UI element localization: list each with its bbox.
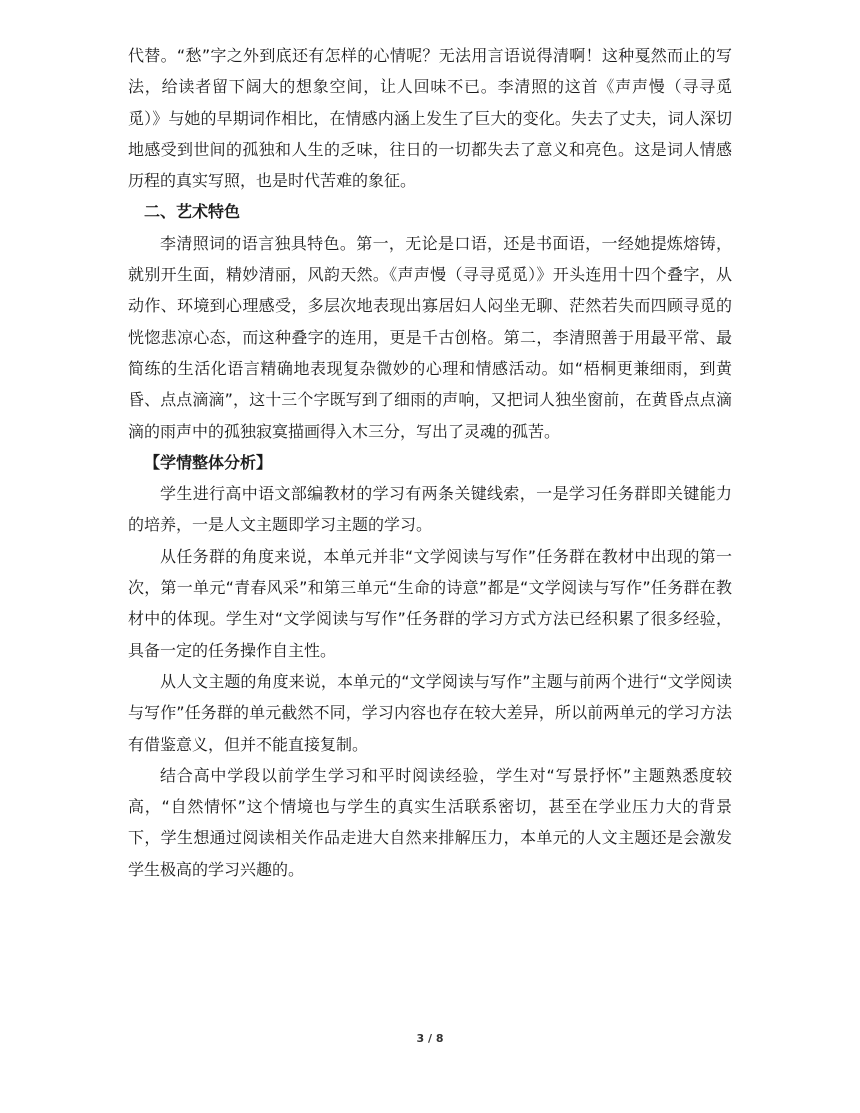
section-heading-art-features: 二、艺术特色 xyxy=(144,202,241,222)
document-body xyxy=(128,40,732,885)
paragraph-learning-clues: 学生进行高中语文部编教材的学习有两条关键线索，一是学习任务群即关键能力的培养，一是人文主题即学习主题的学习。 xyxy=(128,484,732,535)
paragraph-continuation: 代替。“愁”字之外到底还有怎样的心情呢？无法用言语说得清啊！这种戛然而止的写法，给读者留下阔大的想象空间，让人回味不已。李清照的这首《声声慢（寻寻觅觅）》与她的早期词作相比，在情感内涵上发生了巨大的变化。失去了丈夫，词人深切地感受到世间的孤独和人生的乏味，往日的一切都失去了意义和亮色。这是词人情感历程的真实写照，也是时代苦难的象征。 xyxy=(128,46,732,191)
paragraph-reading-experience: 结合高中学段以前学生学习和平时阅读经验，学生对“写景抒怀”主题熟悉度较高，“自然情怀”这个情境也与学生的真实生活联系密切，甚至在学业压力大的背景下，学生想通过阅读相关作品走进大自然来排解压力，本单元的人文主题还是会激发学生极高的学习兴趣的。 xyxy=(128,765,732,879)
paragraph-humanistic-theme: 从人文主题的角度来说，本单元的“文学阅读与写作”主题与前两个进行“文学阅读与写作”任务群的单元截然不同，学习内容也存在较大差异，所以前两单元的学习方法有借鉴意义，但并不能直接复制。 xyxy=(128,671,732,754)
page-number: 3 / 8 xyxy=(416,1032,444,1045)
section-heading-learning-analysis: 【学情整体分析】 xyxy=(144,452,273,472)
paragraph-task-group: 从任务群的角度来说，本单元并非“文学阅读与写作”任务群在教材中出现的第一次，第一单元“青春风采”和第三单元“生命的诗意”都是“文学阅读与写作”任务群在教材中的体现。学生对“文学阅读与写作”任务群的学习方式方法已经积累了很多经验，具备一定的任务操作自主性。 xyxy=(128,546,732,660)
paragraph-language-features: 李清照词的语言独具特色。第一，无论是口语，还是书面语，一经她提炼熔铸，就别开生面，精妙清丽，风韵天然。《声声慢（寻寻觅觅）》开头连用十四个叠字，从动作、环境到心理感受，多层次地表现出寡居妇人闷坐无聊、茫然若失而四顾寻觅的恍惚悲凉心态，而这种叠字的连用，更是千古创格。第二，李清照善于用最平常、最简练的生活化语言精确地表现复杂微妙的心理和情感活动。如“梧桐更兼细雨，到黄昏、点点滴滴”，这十三个字既写到了细雨的声响，又把词人独坐窗前，在黄昏点点滴滴的雨声中的孤独寂寞描画得入木三分，写出了灵魂的孤苦。 xyxy=(128,233,732,441)
